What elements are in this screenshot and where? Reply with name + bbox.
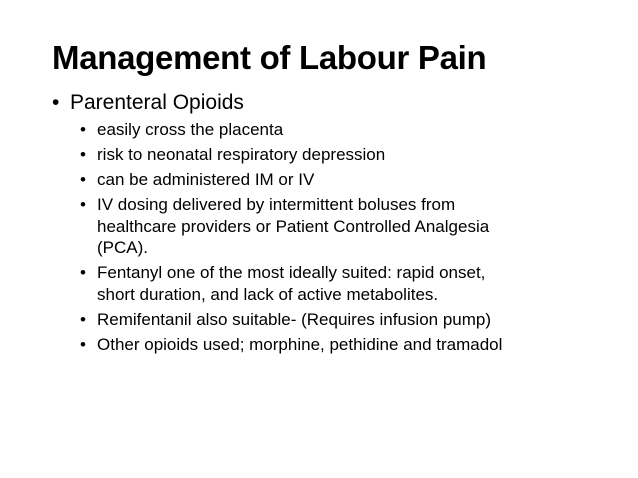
bullet-icon: •: [80, 263, 86, 282]
sub-bullet-text: Remifentanil also suitable- (Requires infusion pump): [97, 309, 492, 329]
bullet-icon: •: [80, 309, 86, 329]
sub-bullet-text: can be administered IM or IV: [97, 170, 315, 189]
slide-title: Management of Labour Pain: [52, 39, 487, 76]
sub-bullet-text: easily cross the placenta: [97, 120, 284, 139]
sub-bullet-text: risk to neonatal respiratory depression: [97, 145, 386, 164]
sub-bullet-text: Fentanyl one of the most ideally suited: rapid onset, short duration, and lack of active metabolites.: [97, 263, 486, 304]
sub-bullet-item: [52, 119, 612, 141]
sub-bullet-item: [52, 194, 612, 259]
bullet-item-parenteral-opioids: [52, 89, 612, 117]
sub-bullet-text: IV dosing delivered by intermittent boluses from healthcare providers or Patient Controlled Analgesia (PCA).: [97, 195, 490, 257]
sub-bullet-item: [52, 262, 612, 305]
bullet-text: Parenteral Opioids: [70, 91, 244, 114]
sub-bullet-item: [52, 144, 612, 166]
bullet-icon: •: [80, 170, 86, 189]
bullet-icon: •: [52, 91, 60, 114]
sub-bullet-text: Other opioids used; morphine, pethidine and tramadol: [97, 334, 503, 354]
slide-content: [52, 89, 612, 359]
bullet-icon: •: [80, 334, 86, 354]
bullet-icon: •: [80, 195, 86, 214]
bullet-icon: •: [80, 120, 86, 139]
sub-bullet-item: [52, 309, 612, 331]
sub-bullet-item: [52, 334, 612, 356]
sub-bullet-list: [52, 119, 612, 355]
sub-bullet-item: [52, 169, 612, 191]
bullet-icon: •: [80, 145, 86, 164]
